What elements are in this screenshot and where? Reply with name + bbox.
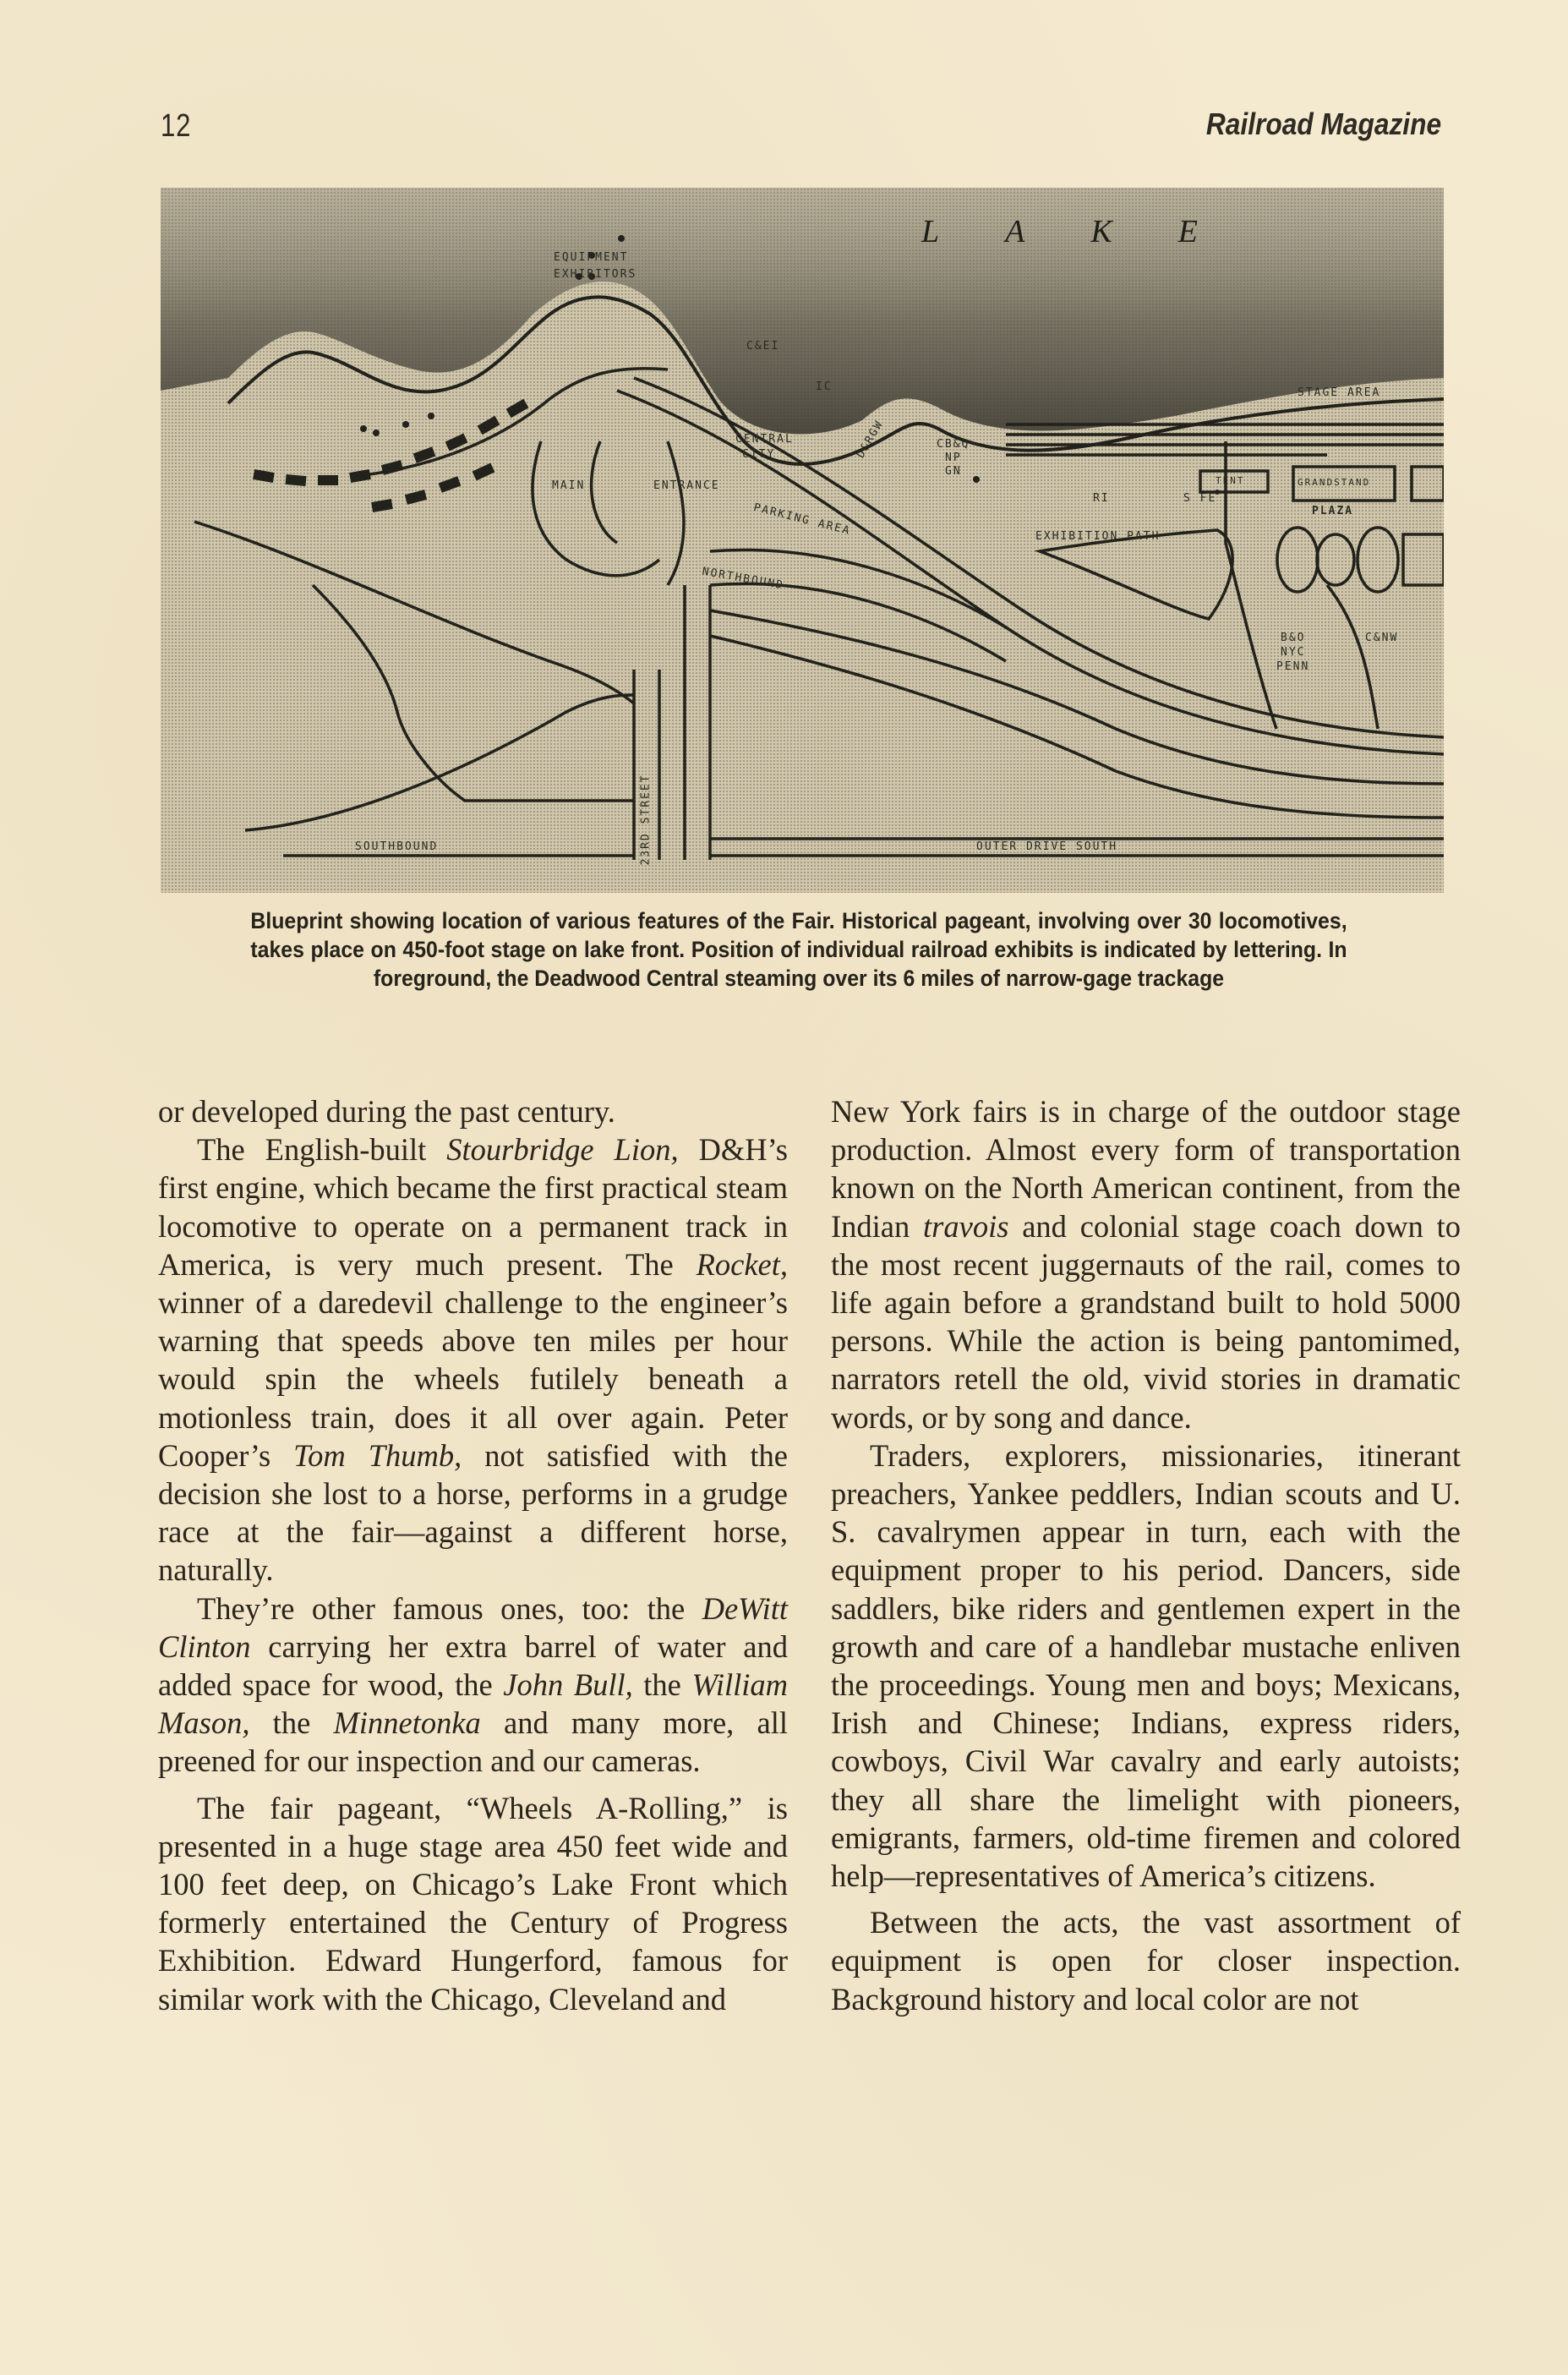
text-run: or developed during the past century. xyxy=(158,1094,615,1129)
map-label-stage-area: STAGE AREA xyxy=(1298,386,1381,399)
map-label-equipment: EQUIPMENT xyxy=(554,251,629,264)
map-label-bo: B&O xyxy=(1281,632,1306,644)
map-label-penn: PENN xyxy=(1276,660,1310,673)
map-label-np: NP xyxy=(945,451,962,464)
map-label-gn: GN xyxy=(945,465,962,478)
article-column-right xyxy=(831,1092,1461,2018)
map-label-tent: TENT xyxy=(1216,475,1245,486)
figure-caption: Blueprint showing location of various features of the Fair. Historical pageant, involving over 30 locomotives, takes place on 450-foot stage on lake front. Position of individual railroad exhibits is indicated by lettering. In foreground, the Deadwood Central steaming over its 6 miles of narrow-gage trackage xyxy=(250,908,1347,991)
italic-title: Minnetonka xyxy=(333,1705,481,1741)
map-label-ic: IC xyxy=(816,380,833,393)
map-label-city: CITY xyxy=(742,448,776,461)
article-column-left xyxy=(158,1092,788,2018)
text-run: and colonial stage coach down to the most recent juggernauts of the rail, comes to life again before a grandstand built to hold 5000 persons. While the action is being pantomimed, narrators retell the old, vivid stories in dramatic words, or by song and dance. xyxy=(831,1208,1461,1435)
text-run: and many more, all preened for our inspection and our cameras. xyxy=(158,1705,788,1779)
map-label-ri: RI xyxy=(1093,492,1110,505)
italic-title: Stourbridge Lion, xyxy=(446,1132,679,1168)
paragraph xyxy=(831,1436,1461,1895)
italic-title: John Bull, xyxy=(503,1667,633,1703)
paragraph xyxy=(831,1092,1461,1436)
text-run: not satisfied with the decision she lost to a horse, performs in a grudge race at the fair—against a different horse, naturally. xyxy=(158,1437,788,1588)
map-label-exhibition-path: EXHIBITION PATH xyxy=(1035,530,1161,543)
text-run: Between the acts, the vast assortment of equipment is open for closer inspection. Background history and local color are not xyxy=(831,1905,1461,2017)
map-label-cnw: C&NW xyxy=(1365,632,1399,644)
map-label-plaza: PLAZA xyxy=(1312,505,1354,517)
page-number: 12 xyxy=(161,108,192,144)
running-head-publication: Railroad Magazine xyxy=(1205,107,1441,141)
italic-title: Rocket, xyxy=(696,1246,788,1282)
map-drawing xyxy=(161,188,1444,893)
text-run: the xyxy=(632,1667,692,1703)
paragraph xyxy=(831,1903,1461,2018)
map-label-23rd-street: 23RD STREET xyxy=(639,774,653,866)
map-label-outer-drive-south: OUTER DRIVE SOUTH xyxy=(976,840,1118,853)
text-run: D&H’s first engine, which became the first practical steam locomotive to operate on a permanent track in America, is very much present. The xyxy=(158,1132,788,1282)
fair-blueprint-map xyxy=(161,188,1444,893)
text-run: Traders, explorers, missionaries, itinerant preachers, Yankee peddlers, Indian scouts and U. S. cavalrymen appear in turn, each with the equipment proper to his period. Dancers, side saddlers, bike riders and gentlemen expert in the growth and care of a handlebar mustache enliven the proceedings. Young men and boys; Mexicans, Irish and Chinese; Indians, express riders, cowboys, Civil War cavalry and early autoists; they all share the limelight with pioneers, emigrants, farmers, old-time firemen and colored help—representatives of America’s citizens. xyxy=(831,1437,1461,1894)
map-label-parking-area: PARKING AREA xyxy=(751,501,852,539)
paragraph xyxy=(158,1590,788,1781)
text-run: the xyxy=(249,1705,334,1741)
text-run: New York fairs is in charge of the outdoor stage production. Almost every form of transportation known on the North American continent, from the Indian xyxy=(831,1094,1461,1244)
map-label-southbound: SOUTHBOUND xyxy=(355,840,439,853)
map-label-lake: LAKE xyxy=(921,214,1264,249)
map-label-nyc: NYC xyxy=(1281,646,1306,659)
paragraph xyxy=(158,1130,788,1589)
map-label-dergw: D&RGW xyxy=(854,418,887,461)
map-label-cbq: CB&Q xyxy=(937,438,970,451)
map-label-sfe: S FE xyxy=(1183,492,1217,505)
text-run: They’re other famous ones, too: the xyxy=(197,1590,702,1626)
map-label-cei: C&EI xyxy=(746,340,780,353)
text-run: The English-built xyxy=(197,1132,447,1168)
paragraph xyxy=(158,1092,788,1130)
italic-title: travois xyxy=(923,1208,1009,1244)
map-label-northbound: NORTHBOUND xyxy=(701,565,785,593)
text-run: The fair pageant, “Wheels A-Rolling,” is presented in a huge stage area 450 feet wide and 100 feet deep, on Chicago’s Lake Front which formerly entertained the Century of Progress Exhibition. Edward Hungerford, famous for similar work with the Chicago, Cleveland and xyxy=(158,1790,788,2017)
italic-title: Tom Thumb, xyxy=(293,1437,462,1473)
map-label-exhibitors: EXHIBITORS xyxy=(554,268,637,281)
paragraph xyxy=(158,1789,788,2018)
map-label-main: MAIN xyxy=(552,479,586,492)
map-label-grandstand: GRANDSTAND xyxy=(1298,477,1371,488)
map-label-central: CENTRAL xyxy=(735,433,794,446)
italic-title: William Mason, xyxy=(158,1667,789,1741)
text-run: carrying her extra barrel of water and added space for wood, the xyxy=(158,1628,788,1703)
map-label-entrance: ENTRANCE xyxy=(653,479,720,492)
italic-title: DeWitt Clinton xyxy=(158,1590,788,1664)
text-run: winner of a daredevil challenge to the engineer’s warning that speeds above ten miles per hour would spin the wheels futilely beneath a motionless train, does it all over again. Peter Cooper’s xyxy=(158,1285,788,1473)
